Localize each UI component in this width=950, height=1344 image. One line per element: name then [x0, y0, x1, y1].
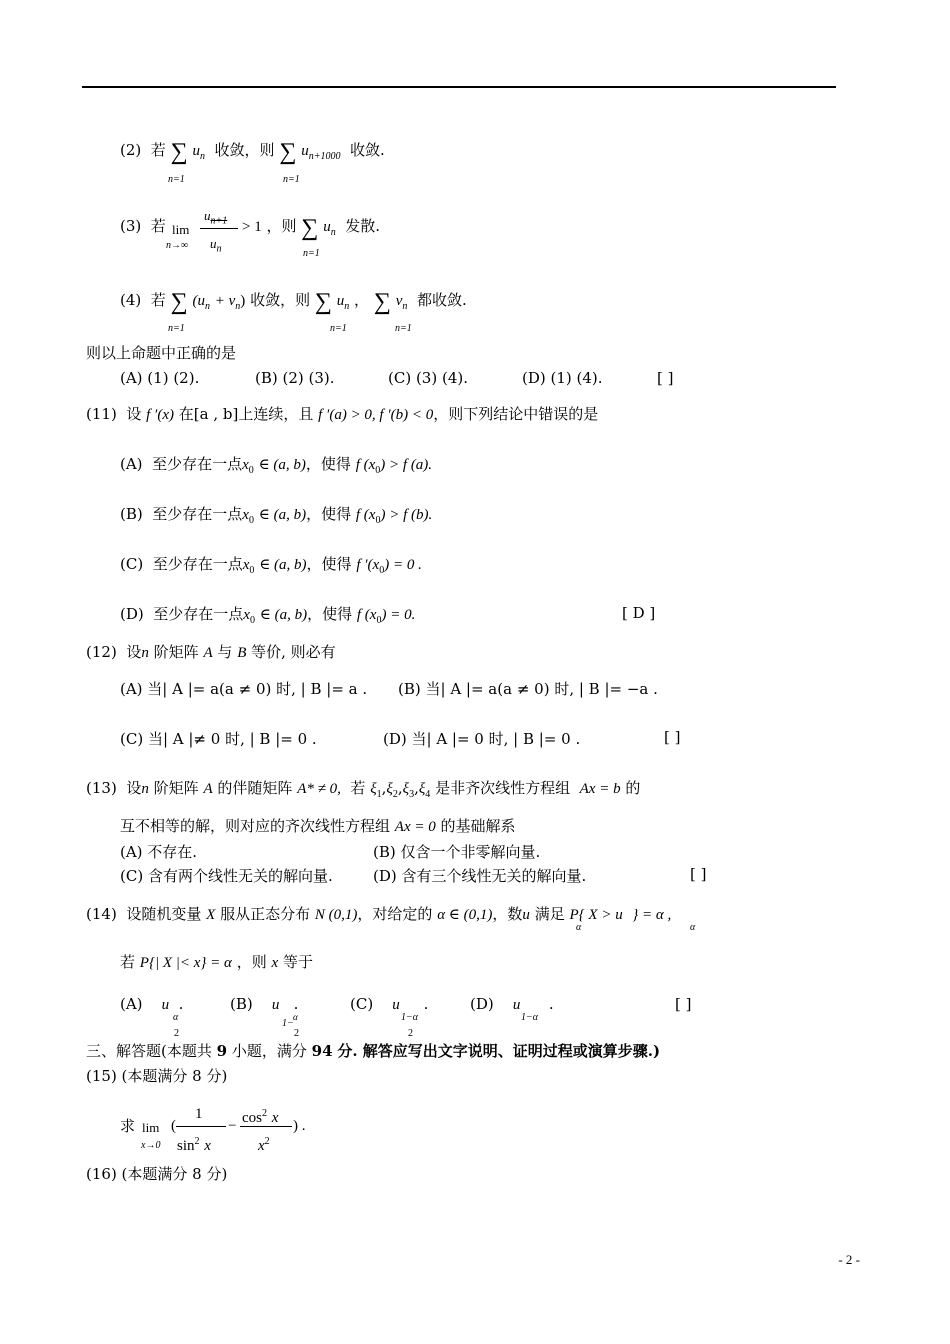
math-fprime: f ′(x): [146, 407, 174, 423]
var-x: x: [271, 955, 279, 971]
var-u: u: [161, 997, 170, 1013]
question-number: (11): [86, 405, 117, 423]
text: 收敛，则: [214, 141, 275, 159]
paren-open: (: [171, 1118, 176, 1134]
text: 在[a , b]上连续，且: [178, 405, 314, 423]
text: ，使得: [306, 555, 352, 573]
sub-n: n: [344, 301, 350, 312]
var-u: u: [192, 143, 200, 159]
var-B: B: [237, 645, 247, 661]
math: f (x: [355, 507, 376, 523]
question-number: (14): [86, 905, 117, 923]
text: 等价, 则必有: [251, 643, 336, 661]
q12-option-b: (B) 当| A |= a(a ≠ 0) 时, | B |= −a .: [398, 680, 658, 698]
var-xi: ξ: [418, 781, 426, 797]
question-number: (13): [86, 779, 117, 797]
sub-2: 2: [392, 789, 398, 800]
math-alpha-range: α ∈ (0,1): [437, 907, 493, 923]
cos: cos: [242, 1110, 262, 1126]
sub-n: n: [402, 301, 408, 312]
q13-stem-line2: [120, 816, 516, 837]
math-interval: ∈ (a, b): [258, 507, 307, 523]
q14-option-d: [470, 995, 554, 1014]
option-label: (C): [120, 555, 144, 573]
text: ，使得: [306, 505, 352, 523]
q11-option-c: [120, 554, 422, 581]
var-x: x: [242, 507, 249, 523]
math-normal: N (0,1): [314, 907, 358, 923]
var-A: A: [203, 645, 213, 661]
math: ) > f (a).: [380, 457, 433, 473]
math: f ′(x: [356, 557, 380, 573]
text: ，则: [236, 953, 267, 971]
option-label: (D): [470, 995, 494, 1013]
answer-bracket: [ ]: [675, 995, 692, 1013]
text: 至少存在一点: [152, 505, 243, 523]
sub-1minus: 1−: [282, 1018, 294, 1029]
q10-option-d: (D) (1) (4).: [522, 369, 603, 387]
var-n: n: [141, 645, 149, 661]
math: f (x: [355, 457, 376, 473]
sum-lower-limit: n=1: [330, 323, 347, 334]
var-x: x: [271, 1110, 279, 1126]
text: 等于: [282, 953, 313, 971]
sub-n1: n+1: [210, 215, 228, 227]
text: 的伴随矩阵: [217, 779, 293, 797]
text: ，数: [492, 905, 523, 923]
fraction1-bar: [176, 1126, 226, 1127]
var-x: x: [243, 607, 250, 623]
sum-symbol: ∑: [170, 139, 188, 165]
q13-option-a: (A) 不存在.: [120, 843, 198, 861]
q14-stem-line1: [86, 904, 671, 925]
paren-close: ): [240, 293, 246, 309]
sub-4: 4: [425, 789, 431, 800]
text: 若: [120, 953, 136, 971]
text: 若: [150, 217, 166, 235]
expr-u: (u: [192, 293, 205, 309]
sum-symbol: ∑: [279, 139, 297, 165]
text: 收敛.: [350, 141, 385, 159]
text: 满足: [534, 905, 565, 923]
var-xi: ξ: [370, 781, 377, 797]
sub-2: 2: [408, 1028, 413, 1039]
sub-0: 0: [248, 515, 254, 526]
sub-0: 0: [379, 565, 385, 576]
var-u: u: [392, 997, 400, 1013]
text: 设: [126, 405, 142, 423]
math-adjugate: A* ≠ 0,: [297, 781, 341, 797]
paren-close: ) .: [293, 1118, 306, 1134]
lim-operator: lim: [142, 1120, 160, 1135]
var-x: x: [204, 1138, 211, 1154]
sub-1minus-alpha: 1−α: [401, 1012, 418, 1023]
text: ，则: [266, 217, 297, 235]
sub-2: 2: [174, 1028, 179, 1039]
text: ，则下列结论中错误的是: [433, 405, 599, 423]
item-number: (3): [120, 217, 142, 235]
sub-n1000: n+1000: [308, 151, 341, 162]
fraction1-numerator: 1: [195, 1106, 203, 1122]
sub-0: 0: [375, 465, 381, 476]
math-equation: Ax = b: [579, 781, 621, 797]
option-label: (B): [230, 995, 253, 1013]
period: .: [178, 995, 184, 1013]
proposition-3: [120, 216, 166, 236]
math-equation: Ax = 0: [394, 819, 436, 835]
option-label: (A): [120, 995, 143, 1013]
text: 是非齐次线性方程组: [435, 779, 571, 797]
text: 的基础解系: [440, 817, 516, 835]
count: 9: [216, 1042, 228, 1060]
sub-n: n: [204, 301, 210, 312]
q12-option-c: (C) 当| A |≠ 0 时, | B |= 0 .: [120, 730, 317, 748]
math: f (x: [356, 607, 377, 623]
header-rule: [82, 86, 836, 88]
sub-1minus-alpha: 1−α: [521, 1012, 538, 1023]
exp-2: 2: [264, 1136, 270, 1147]
q13-stem-line1: (13) 设n 阶矩阵 A 的伴随矩阵 A* ≠ 0, 若 $\xi_1,\xi_2,\xi_3,\xi_4$ 是非齐次线性方程组 Ax = b 的: [86, 779, 641, 800]
q13-option-d: (D) 含有三个线性无关的解向量.: [373, 867, 587, 885]
sub-2: 2: [294, 1028, 299, 1039]
page-number: - 2 -: [838, 1252, 860, 1267]
math-probability: P{ X > u: [569, 907, 623, 923]
text: 收敛，则: [250, 291, 311, 309]
fraction2-bar: [240, 1126, 292, 1127]
var-u: u: [204, 208, 211, 223]
q11-option-a: [120, 454, 432, 481]
lim-operator: lim: [172, 222, 190, 237]
text: 发散.: [345, 217, 381, 235]
text: 与: [217, 643, 233, 661]
text: 设: [126, 779, 142, 797]
var-u: u: [271, 997, 280, 1013]
sum-symbol: ∑: [373, 289, 391, 315]
q10-option-b: (B) (2) (3).: [255, 369, 335, 387]
var-n: n: [141, 781, 149, 797]
text: 设: [126, 643, 142, 661]
sub-0: 0: [249, 565, 255, 576]
q10-option-a: (A) (1) (2).: [120, 369, 200, 387]
var-xi: ξ: [402, 781, 410, 797]
var-xi: ξ: [386, 781, 393, 797]
sub-1: 1: [376, 789, 382, 800]
ratio-denominator: [210, 234, 222, 260]
sum-lower-limit: n=1: [283, 174, 300, 185]
math: ) = 0.: [381, 607, 416, 623]
q14-stem-line2: [120, 952, 313, 973]
math-interval: ∈ (a, b): [259, 607, 308, 623]
option-label: (A): [120, 455, 143, 473]
q12-stem: [86, 642, 336, 663]
text: 服从正态分布: [220, 905, 311, 923]
expr-plus-v: + v: [214, 293, 236, 309]
period: .: [548, 995, 554, 1013]
q11-option-b: [120, 504, 432, 531]
math: ) > f (b).: [380, 507, 433, 523]
math-interval: ∈ (a, b): [258, 457, 306, 473]
fraction-bar: [200, 228, 238, 229]
fraction1-denominator: [177, 1132, 211, 1156]
math-probability: P{| X |< x} = α: [139, 955, 232, 971]
text: 若: [150, 291, 166, 309]
text: ，对给定的: [357, 905, 433, 923]
text: 阶矩阵: [153, 643, 199, 661]
sum-lower-limit: n=1: [168, 174, 185, 185]
sum-lower-limit: n=1: [303, 248, 320, 259]
lim-subscript: n→∞: [166, 240, 189, 251]
proposition-3-rest: [242, 216, 380, 243]
exp-2: 2: [262, 1108, 267, 1119]
text: 若: [350, 779, 366, 797]
lim-subscript: x→0: [141, 1140, 161, 1151]
math-interval: ∈ (a, b): [259, 557, 307, 573]
q12-option-a: (A) 当| A |= a(a ≠ 0) 时, | B |= a .: [120, 680, 368, 698]
minus-sign: −: [228, 1118, 237, 1134]
sub-alpha: α: [293, 1012, 298, 1022]
text: 互不相等的解，则对应的齐次线性方程组: [120, 817, 391, 835]
period: .: [423, 995, 429, 1013]
sum-lower-limit: n=1: [395, 323, 412, 334]
q10-option-c: (C) (3) (4).: [388, 369, 468, 387]
var-v: v: [395, 293, 403, 309]
sub-n: n: [235, 301, 241, 312]
q15-title: (15) (本题满分 8 分): [86, 1067, 228, 1085]
text: 若: [150, 141, 166, 159]
exp-2: 2: [194, 1136, 200, 1147]
var-x: x: [258, 1138, 265, 1154]
var-u: u: [210, 236, 217, 251]
var-x: x: [242, 557, 250, 573]
sub-0: 0: [249, 615, 255, 626]
item-number: (2): [120, 141, 142, 159]
text: 三、解答题(本题共: [86, 1042, 212, 1060]
section-3-heading: [86, 1041, 660, 1061]
sin: sin: [177, 1138, 195, 1154]
sub-alpha: α: [576, 922, 582, 933]
var-X: X: [206, 907, 216, 923]
text: 的: [625, 779, 641, 797]
sub-n: n: [199, 151, 205, 162]
q12-option-d: (D) 当| A |= 0 时, | B |= 0 .: [383, 730, 581, 748]
answer-bracket: [ ]: [664, 728, 681, 746]
var-x: x: [242, 457, 249, 473]
q10-stem: 则以上命题中正确的是: [86, 344, 237, 362]
var-u: u: [336, 293, 345, 309]
text: 至少存在一点: [153, 605, 244, 623]
q14-option-b: [230, 995, 298, 1014]
sum-lower-limit: n=1: [168, 323, 185, 334]
text: ，使得: [307, 605, 353, 623]
q16-title: (16) (本题满分 8 分): [86, 1165, 228, 1183]
text: 设随机变量: [126, 905, 202, 923]
answer-bracket: [ ]: [690, 865, 707, 883]
answer-bracket: [ ]: [657, 369, 674, 387]
sub-3: 3: [409, 789, 415, 800]
period: .: [293, 995, 299, 1013]
sub-n: n: [216, 243, 222, 255]
fraction2-denominator: [258, 1132, 270, 1156]
sub-alpha: α: [690, 922, 696, 933]
text: 分. 解答应写出文字说明、证明过程或演算步骤.): [337, 1042, 661, 1060]
math-condition: f ′(a) > 0, f ′(b) < 0: [318, 407, 434, 423]
proposition-2: [120, 140, 385, 167]
option-label: (B): [120, 505, 143, 523]
q11-stem: [86, 404, 598, 425]
var-u: u: [301, 143, 309, 159]
var-u: u: [512, 997, 521, 1013]
answer-bracket: [ D ]: [622, 604, 656, 622]
item-number: (4): [120, 291, 142, 309]
var-u: u: [522, 907, 530, 923]
q11-option-d: [120, 604, 415, 631]
sum-symbol: ∑: [170, 289, 188, 315]
score: 94: [311, 1042, 333, 1060]
var-A: A: [203, 781, 213, 797]
inequality: > 1: [242, 219, 262, 235]
math: ) = 0 .: [384, 557, 422, 573]
var-u: u: [323, 219, 331, 235]
text: 至少存在一点: [152, 455, 243, 473]
text: 至少存在一点: [152, 555, 243, 573]
proposition-4: [120, 290, 467, 317]
sub-0: 0: [376, 615, 382, 626]
option-label: (C): [350, 995, 374, 1013]
fraction2-numerator: [242, 1104, 278, 1128]
option-label: (D): [120, 605, 144, 623]
sum-symbol: ∑: [314, 289, 332, 315]
sub-0: 0: [375, 515, 381, 526]
comma: ，: [354, 291, 370, 309]
sub-0: 0: [248, 465, 254, 476]
text: 都收敛.: [416, 291, 467, 309]
question-number: (12): [86, 643, 117, 661]
sub-n: n: [330, 227, 336, 238]
sum-symbol: ∑: [301, 215, 319, 241]
sub-alpha: α: [173, 1012, 179, 1023]
math-probability-end: } = α ,: [632, 907, 672, 923]
q15-qiu: 求: [120, 1117, 136, 1135]
text: ，使得: [305, 455, 351, 473]
text: 阶矩阵: [153, 779, 199, 797]
q13-option-c: (C) 含有两个线性无关的解向量.: [120, 867, 333, 885]
q13-option-b: (B) 仅含一个非零解向量.: [373, 843, 541, 861]
text: 小题，满分: [231, 1042, 307, 1060]
